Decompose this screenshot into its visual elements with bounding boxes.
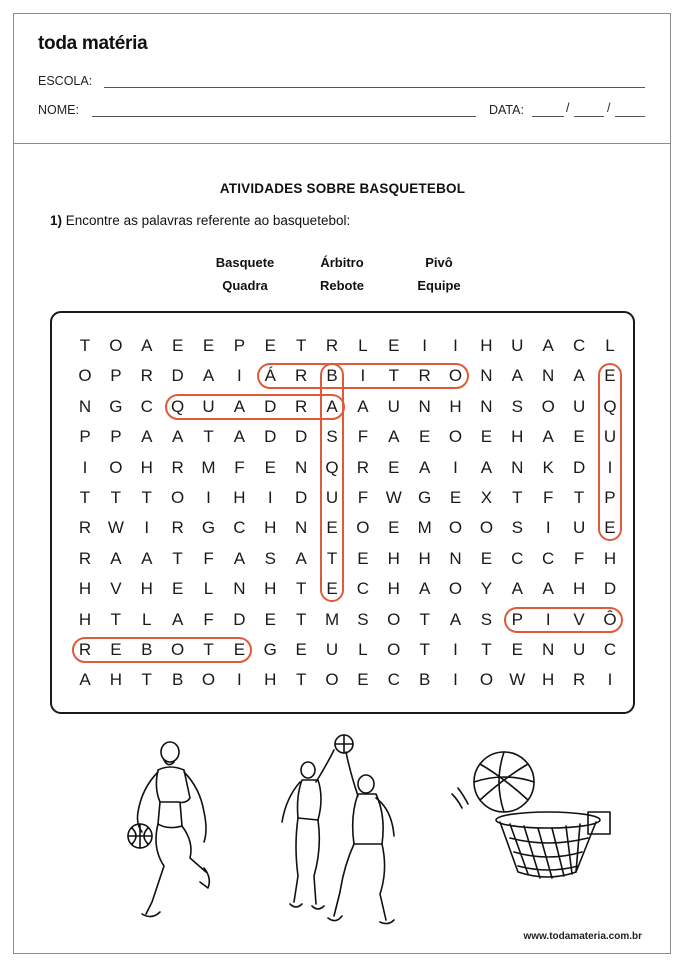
word-rebote: Rebote <box>319 278 365 293</box>
grid-letter[interactable]: I <box>82 457 88 477</box>
grid-letter[interactable]: R <box>78 640 92 659</box>
grid-letter[interactable]: D <box>603 579 617 599</box>
grid-letter[interactable]: H <box>449 396 462 416</box>
grid-letter[interactable]: E <box>388 336 400 355</box>
grid-letter[interactable]: M <box>201 457 216 477</box>
grid-letter[interactable]: I <box>267 488 273 507</box>
grid-letter[interactable]: O <box>448 366 463 386</box>
grid-letter[interactable]: T <box>481 640 492 659</box>
grid-letter[interactable]: U <box>603 427 617 447</box>
grid-letter[interactable]: W <box>385 488 402 507</box>
grid-letter[interactable]: D <box>572 457 586 477</box>
grid-letter[interactable]: E <box>357 670 369 690</box>
grid-letter[interactable]: L <box>142 609 152 629</box>
grid-letter[interactable]: T <box>326 548 338 568</box>
grid-letter[interactable]: O <box>448 579 463 599</box>
grid-letter[interactable]: N <box>542 366 555 386</box>
grid-letter[interactable]: F <box>357 427 369 447</box>
grid-letter[interactable]: R <box>418 366 431 386</box>
grid-letter[interactable]: E <box>110 640 122 659</box>
grid-letter[interactable]: K <box>542 457 554 477</box>
grid-letter[interactable]: A <box>573 366 585 386</box>
highlight-quadra <box>165 394 345 420</box>
grid-letter[interactable]: C <box>603 640 617 659</box>
instruction <box>50 213 350 228</box>
grid-letter[interactable]: H <box>387 579 400 599</box>
grid-letter[interactable]: N <box>480 396 493 416</box>
grid-letter[interactable]: O <box>109 336 123 355</box>
grid-letter[interactable]: U <box>325 488 339 507</box>
grid-letter[interactable]: T <box>419 609 430 629</box>
grid-letter[interactable]: F <box>357 488 369 507</box>
grid-letter[interactable]: S <box>511 396 523 416</box>
grid-letter[interactable]: O <box>448 518 463 538</box>
grid-letter[interactable]: H <box>511 427 524 447</box>
grid-letter[interactable]: N <box>449 548 462 568</box>
grid-letter[interactable]: R <box>325 336 339 355</box>
grid-letter[interactable]: Y <box>480 579 493 599</box>
grid-letter[interactable]: T <box>512 488 523 507</box>
grid-letter[interactable]: E <box>388 518 400 538</box>
grid-letter[interactable]: T <box>172 548 183 568</box>
grid-letter[interactable]: A <box>79 670 91 690</box>
grid-letter[interactable]: A <box>233 548 246 568</box>
grid-letter[interactable]: T <box>295 336 307 355</box>
grid-letter[interactable]: C <box>356 579 370 599</box>
grid-letter[interactable]: R <box>78 518 92 538</box>
grid-letter[interactable]: O <box>171 640 185 659</box>
grid-letter[interactable]: Á <box>264 366 276 386</box>
escola-label: ESCOLA: <box>38 74 93 88</box>
grid-letter[interactable]: O <box>109 457 123 477</box>
grid-letter[interactable]: E <box>604 518 616 538</box>
grid-letter[interactable]: E <box>264 609 276 629</box>
grid-letter[interactable]: X <box>480 488 493 507</box>
grid-letter[interactable]: U <box>572 518 586 538</box>
grid-letter[interactable]: R <box>572 670 586 690</box>
date-day-line[interactable] <box>532 116 564 117</box>
basketball-hoop-illustration <box>448 748 614 888</box>
grid-letter[interactable]: A <box>419 579 431 599</box>
grid-letter[interactable]: F <box>203 609 214 629</box>
grid-letter[interactable]: N <box>295 518 308 538</box>
highlight-pivô <box>504 607 623 633</box>
grid-letter[interactable]: A <box>141 548 153 568</box>
grid-letter[interactable]: A <box>110 548 122 568</box>
grid-letter[interactable]: A <box>171 609 184 629</box>
grid-letter[interactable]: A <box>388 427 400 447</box>
grid-letter[interactable]: D <box>264 396 277 416</box>
grid-letter[interactable]: H <box>264 518 277 538</box>
grid-letter[interactable]: I <box>206 488 211 507</box>
grid-letter[interactable]: I <box>545 518 551 538</box>
grid-letter[interactable]: T <box>573 488 585 507</box>
grid-letter[interactable]: R <box>356 457 370 477</box>
grid-letter[interactable]: E <box>295 640 307 659</box>
grid-letter[interactable]: P <box>511 609 523 629</box>
grid-letter[interactable]: C <box>387 670 400 690</box>
grid-letter[interactable]: F <box>203 548 214 568</box>
grid-letter[interactable]: T <box>203 427 214 447</box>
grid-letter[interactable]: E <box>171 336 184 355</box>
grid-letter[interactable]: P <box>110 427 122 447</box>
grid-letter[interactable]: W <box>107 518 124 538</box>
grid-letter[interactable]: D <box>295 488 308 507</box>
grid-letter[interactable]: G <box>109 396 123 416</box>
grid-letter[interactable]: D <box>264 427 277 447</box>
grid-letter[interactable]: A <box>233 396 246 416</box>
grid-letter[interactable]: I <box>422 336 428 355</box>
grid-letter[interactable]: T <box>295 579 307 599</box>
date-separator-2: / <box>607 101 611 115</box>
grid-letter[interactable]: O <box>541 396 555 416</box>
data-label: DATA: <box>489 103 524 117</box>
grid-letter[interactable]: T <box>419 640 430 659</box>
grid-letter[interactable]: O <box>171 488 185 507</box>
grid-letter[interactable]: A <box>357 396 369 416</box>
grid-letter[interactable]: A <box>141 427 153 447</box>
grid-letter[interactable]: F <box>573 548 585 568</box>
grid-letter[interactable]: B <box>141 640 153 659</box>
grid-letter[interactable]: B <box>419 670 431 690</box>
grid-letter[interactable]: R <box>171 518 184 538</box>
grid-letter[interactable]: O <box>387 640 401 659</box>
grid-letter[interactable]: U <box>202 396 215 416</box>
grid-letter[interactable]: S <box>357 609 369 629</box>
grid-letter[interactable]: E <box>511 640 523 659</box>
grid-letter[interactable]: A <box>542 427 554 447</box>
grid-letter[interactable]: L <box>605 336 615 355</box>
grid-letter[interactable]: O <box>201 670 216 690</box>
grid-letter[interactable]: C <box>511 548 524 568</box>
grid-letter[interactable]: A <box>449 609 462 629</box>
grid-letter[interactable]: E <box>357 548 369 568</box>
grid-letter[interactable]: P <box>604 488 616 507</box>
grid-letter[interactable]: I <box>545 609 551 629</box>
grid-letter[interactable]: E <box>573 427 585 447</box>
grid-letter[interactable]: O <box>356 518 370 538</box>
grid-letter[interactable]: T <box>141 488 152 507</box>
grid-letter[interactable]: G <box>418 488 432 507</box>
grid-letter[interactable]: I <box>607 670 613 690</box>
nome-label: NOME: <box>38 103 79 117</box>
grid-letter[interactable]: E <box>202 336 215 355</box>
grid-letter[interactable]: R <box>295 396 308 416</box>
grid-letter[interactable]: E <box>171 579 184 599</box>
grid-letter[interactable]: I <box>453 457 458 477</box>
grid-letter[interactable]: R <box>171 457 184 477</box>
grid-letter[interactable]: A <box>326 396 338 416</box>
grid-letter[interactable]: H <box>387 548 400 568</box>
grid-letter[interactable]: E <box>326 579 338 599</box>
grid-letter[interactable]: A <box>542 579 554 599</box>
grid-letter[interactable]: U <box>572 396 586 416</box>
nome-input-line[interactable] <box>92 116 476 117</box>
highlight-árbitro <box>257 363 468 389</box>
grid-letter[interactable]: L <box>358 336 368 355</box>
grid-letter[interactable]: F <box>234 457 245 477</box>
grid-letter[interactable]: V <box>110 579 122 599</box>
grid-letter[interactable]: N <box>480 366 493 386</box>
date-month-line[interactable] <box>574 116 604 117</box>
instruction-text: Encontre as palavras referente ao basquetebol: <box>65 213 351 228</box>
grid-letter[interactable]: P <box>79 427 91 447</box>
grid-letter[interactable]: F <box>542 488 554 507</box>
grid-letter[interactable]: I <box>360 366 366 386</box>
grid-letter[interactable]: M <box>324 609 340 629</box>
grid-letter[interactable]: B <box>171 670 184 690</box>
grid-letter[interactable]: E <box>326 518 338 538</box>
grid-letter[interactable]: M <box>417 518 432 538</box>
grid-letter[interactable]: O <box>479 670 494 690</box>
grid-letter[interactable]: S <box>511 518 523 538</box>
grid-letter[interactable]: A <box>141 336 153 355</box>
basketball-dribbler-illustration <box>112 738 222 928</box>
grid-letter[interactable]: E <box>388 457 400 477</box>
grid-letter[interactable]: H <box>542 670 555 690</box>
page-title: ATIVIDADES SOBRE BASQUETEBOL <box>219 181 466 196</box>
grid-letter[interactable]: N <box>233 579 246 599</box>
grid-letter[interactable]: A <box>542 336 554 355</box>
grid-letter[interactable]: D <box>171 366 184 386</box>
grid-letter[interactable]: L <box>203 579 214 599</box>
word-basquete: Basquete <box>215 255 275 270</box>
grid-letter[interactable]: T <box>295 670 307 690</box>
grid-letter[interactable]: R <box>295 366 308 386</box>
grid-letter[interactable]: C <box>140 396 153 416</box>
grid-letter[interactable]: I <box>453 640 458 659</box>
grid-letter[interactable]: D <box>233 609 246 629</box>
grid-letter[interactable]: E <box>449 488 462 507</box>
grid-letter[interactable]: T <box>388 366 399 386</box>
grid-letter[interactable]: G <box>201 518 216 538</box>
grid-letter[interactable]: N <box>511 457 524 477</box>
grid-letter[interactable]: C <box>233 518 246 538</box>
grid-letter[interactable]: C <box>572 336 586 355</box>
grid-letter[interactable]: V <box>573 609 585 629</box>
grid-letter[interactable]: I <box>453 336 458 355</box>
grid-letter[interactable]: S <box>480 609 493 629</box>
highlight-rebote <box>72 637 252 663</box>
grid-letter[interactable]: I <box>237 366 242 386</box>
grid-letter[interactable]: N <box>418 396 431 416</box>
grid-letter[interactable]: T <box>295 609 307 629</box>
grid-letter[interactable]: A <box>202 366 215 386</box>
instruction-number: 1) <box>50 213 63 228</box>
grid-letter[interactable]: R <box>140 366 153 386</box>
grid-letter[interactable]: Q <box>603 396 617 416</box>
word-quadra: Quadra <box>222 278 268 293</box>
brand-logo: toda matéria <box>38 33 148 54</box>
date-separator-1: / <box>566 101 570 115</box>
grid-letter[interactable]: T <box>110 609 122 629</box>
date-year-line[interactable] <box>615 116 645 117</box>
grid-letter[interactable]: T <box>203 640 214 659</box>
grid-letter[interactable]: U <box>511 336 524 355</box>
grid-letter[interactable]: H <box>109 670 123 690</box>
grid-letter[interactable]: B <box>326 366 338 386</box>
grid-letter[interactable]: U <box>387 396 400 416</box>
grid-letter[interactable]: H <box>480 336 493 355</box>
grid-letter[interactable]: A <box>419 457 431 477</box>
grid-letter[interactable]: Q <box>171 396 185 416</box>
grid-letter[interactable]: P <box>233 336 246 355</box>
grid-letter[interactable]: A <box>171 427 184 447</box>
grid-letter[interactable]: E <box>419 427 431 447</box>
grid-letter[interactable]: E <box>233 640 246 659</box>
grid-letter[interactable]: H <box>603 548 617 568</box>
footer-url: www.todamateria.com.br <box>523 931 642 942</box>
grid-letter[interactable]: T <box>79 488 91 507</box>
header-divider <box>13 143 671 144</box>
grid-letter[interactable]: H <box>140 579 153 599</box>
grid-letter[interactable]: T <box>141 670 152 690</box>
grid-letter[interactable]: H <box>78 609 92 629</box>
grid-letter[interactable]: I <box>607 457 613 477</box>
grid-letter[interactable]: H <box>264 579 277 599</box>
grid-letter[interactable]: O <box>448 427 463 447</box>
grid-letter[interactable]: E <box>264 336 276 355</box>
grid-letter[interactable]: Ô <box>603 609 617 629</box>
grid-letter[interactable]: G <box>263 640 277 659</box>
grid-letter[interactable]: E <box>480 427 493 447</box>
grid-letter[interactable]: E <box>480 548 493 568</box>
grid-letter[interactable]: A <box>233 427 246 447</box>
basketball-jump-ball-illustration <box>268 726 408 930</box>
grid-letter[interactable]: N <box>542 640 555 659</box>
grid-letter[interactable]: U <box>572 640 586 659</box>
grid-letter[interactable]: I <box>453 670 458 690</box>
grid-letter[interactable]: O <box>479 518 494 538</box>
grid-letter[interactable]: P <box>110 366 122 386</box>
grid-letter[interactable]: E <box>604 366 616 386</box>
grid-letter[interactable]: Q <box>325 457 339 477</box>
grid-letter[interactable]: O <box>387 609 401 629</box>
grid-letter[interactable]: H <box>78 579 92 599</box>
grid-letter[interactable]: C <box>542 548 555 568</box>
word-pivo: Pivô <box>425 255 453 270</box>
grid-letter[interactable]: A <box>511 366 523 386</box>
word-arbitro: Árbitro <box>320 255 364 270</box>
grid-letter[interactable]: H <box>572 579 586 599</box>
grid-letter[interactable]: A <box>295 548 307 568</box>
grid-letter[interactable]: A <box>511 579 523 599</box>
grid-letter[interactable]: O <box>325 670 339 690</box>
grid-letter[interactable]: A <box>480 457 493 477</box>
grid-letter[interactable]: H <box>264 670 277 690</box>
grid-letter[interactable]: E <box>264 457 276 477</box>
grid-letter[interactable]: L <box>358 640 368 659</box>
grid-letter[interactable]: D <box>295 427 308 447</box>
grid-letter[interactable]: T <box>79 336 91 355</box>
highlight-basquete <box>320 363 344 602</box>
grid-letter[interactable]: H <box>418 548 431 568</box>
grid-letter[interactable]: T <box>110 488 122 507</box>
highlight-equipe <box>598 363 622 541</box>
grid-letter[interactable]: H <box>140 457 153 477</box>
grid-letter[interactable]: I <box>237 670 242 690</box>
grid-letter[interactable]: N <box>295 457 308 477</box>
escola-input-line[interactable] <box>104 87 645 88</box>
grid-letter[interactable]: S <box>264 548 276 568</box>
grid-letter[interactable]: W <box>509 670 526 690</box>
grid-letter[interactable]: H <box>233 488 246 507</box>
grid-letter[interactable]: R <box>78 548 92 568</box>
grid-letter[interactable]: O <box>78 366 92 386</box>
word-equipe: Equipe <box>417 278 461 293</box>
grid-letter[interactable]: S <box>326 427 338 447</box>
grid-letter[interactable]: U <box>325 640 339 659</box>
grid-letter[interactable]: N <box>78 396 92 416</box>
grid-letter[interactable]: I <box>144 518 150 538</box>
